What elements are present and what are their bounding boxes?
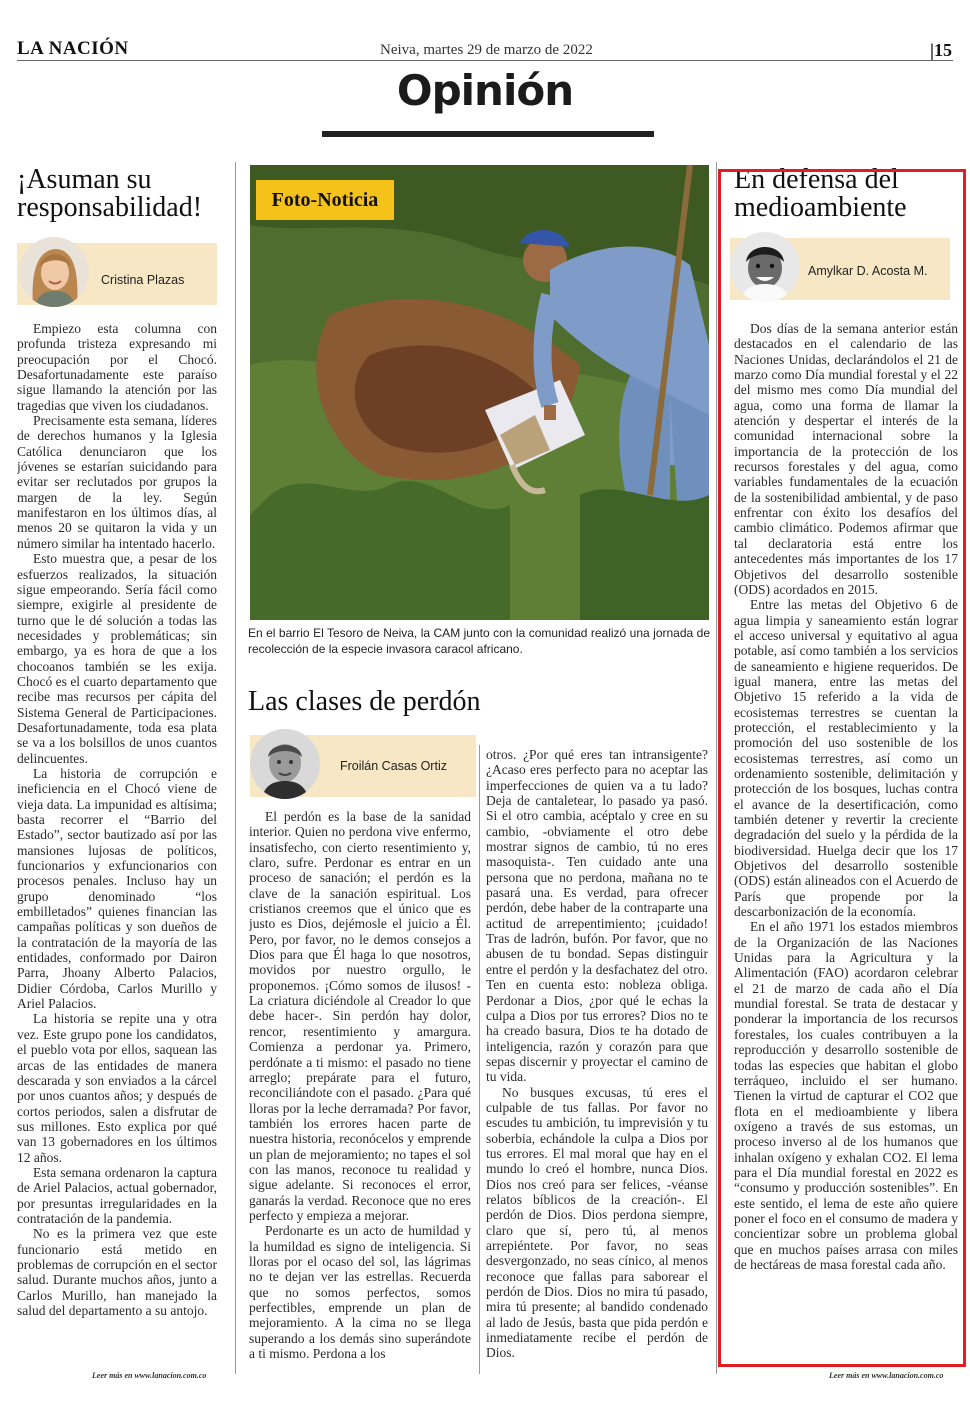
author-name-left: Cristina Plazas	[101, 273, 185, 287]
column-divider-center	[479, 745, 480, 1374]
paragraph: En el año 1971 los estados miembros de la Organización de las Naciones Unidas para la Agricultura y la Alimentación (FAO) acordaron celebrar el 21 de marzo de cada año el Día mundial forestal. Se trata de destacar y ponderar la importancia de los recursos forestales, los cuales contribuyen a la reproducción y desarrollo sostenible de todas las especies que habitan el globo terráqueo, incluido el ser humano. Tienen la virtud de capturar el CO2 que flota en el medioambiente y libera oxígeno a través de sus estomas, un proceso inverso al de los humanos que inhalan oxígeno y exhalan CO2. El lema para el Día mundial forestal en 2022 es “consumo y producción sostenibles”. En este sentido, el lema de este año quiere poner el foco en el consumo de madera y concientizar sobre un problema global que en muchos países arrasa con miles de hectáreas de masa forestal cada año.	[734, 919, 958, 1272]
paragraph: Perdonarte es un acto de humildad y la humildad es signo de inteligencia. Si lloras por el ocaso del sol, las lágrimas no te dejan ver las estrellas. Recuerda que no somos perfectos, somos perfectibles, emprende un plan de mejoramiento. A la cima no se llega superando a los demás sino superándote a ti mismo. Perdona a los	[249, 1223, 471, 1362]
photo-caption: En el barrio El Tesoro de Neiva, la CAM junto con la comunidad realizó una jornada de recolección de la especie invasora caracol africano.	[248, 626, 710, 656]
byline-center	[250, 735, 476, 797]
author-photo-icon	[250, 729, 320, 799]
byline-left	[17, 243, 217, 305]
paragraph: El perdón es la base de la sanidad interior. Quien no perdona vive enfermo, insatisfecho, con cierto resentimiento y, claro, sufre. Perdonar es entrar en un proceso de sanación; el perdón es la clave de la sanación espiritual. Los cristianos creemos que el único que es justo es Dios, dejémosle el juicio a Él. Pero, por favor, no le demos consejos a Dios para que Él haga lo que nosotros, movidos por nuestro orgullo, le proponemos. ¡Cómo somos de ilusos! -La criatura diciéndole al Creador lo que debe hacer-. Sin perdón hay dolor, rencor, resentimiento y amargura. Comienza a perdonar ya. Primero, perdónate a ti mismo: el pasado no tiene arreglo; prepárate para el futuro, reconciliándote con el pasado. ¿Para qué lloras por la leche derramada? Por favor, también los errores hacen parte de nuestra historia, reconócelos y emprende un plan de mejoramiento; no tapes el sol con las manos, reconoce tu realidad y sigue adelante. Si reconoces el error, ganarás la verdad. Reconoce que no eres perfecto y empieza a mejorar.	[249, 809, 471, 1223]
paragraph: Esto muestra que, a pesar de los esfuerzos realizados, la situación sigue empeorando. Sería fácil como siempre, exigirle al presidente de turno que le dé solución a todas las necesidades y problemáticas; sin embargo, ya es hora de que a los chocoanos también se les exija. Chocó es el cuarto departamento que recibe mas recursos per cápita del Sistema General de Participaciones. Desafortunadamente, toda esa plata se va a los bolsillos de unos cuantos delincuentes.	[17, 551, 217, 766]
author-avatar	[19, 237, 89, 307]
page-number: |15	[930, 40, 952, 60]
photo-news-tag: Foto-Noticia	[256, 180, 394, 220]
masthead-rule	[17, 60, 953, 61]
paragraph: Precisamente esta semana, líderes de derechos humanos y la Iglesia Católica denunciaron que los jóvenes se estarían suicidando para evitar ser reclutados por grupos la margen de la ley. Según manifestaron en los últimos días, al menos 20 se quitaron la vida y un número similar ha intentado hacerlo.	[17, 413, 217, 551]
section-title: Opinión	[396, 66, 574, 115]
section-underline	[322, 131, 654, 137]
photo-news-image	[250, 165, 709, 620]
issue-date: Neiva, martes 29 de marzo de 2022	[380, 42, 593, 58]
column-divider-right	[716, 162, 717, 1374]
paragraph: La historia se repite una y otra vez. Este grupo pone los candidatos, el pueblo vota por ellos, saquean las arcas de las entidades de manera descarada y son enviados a la cárcel por unos cuantos años; y después de cortos periodos, salen a disfrutar de sus millones. Esto explica por qué van 13 gobernadores en los últimos 12 años.	[17, 1011, 217, 1165]
worker-collecting-snails-photo	[250, 165, 709, 620]
article-headline-left: ¡Asuman su responsabilidad!	[17, 164, 203, 223]
article-headline-right: En defensa del medioambiente	[734, 164, 907, 223]
author-avatar	[250, 729, 320, 799]
column-divider-left	[235, 162, 236, 1374]
paragraph: Entre las metas del Objetivo 6 de agua limpia y saneamiento están lograr el acceso universal y equitativo al agua potable, así como también a los servicios de saneamiento e higiene requeridos. De igual manera, entre las metas del Objetivo 15 referido a la vida de ecosistemas terrestres se cuentan la protección, el restablecimiento y la promoción del uso sostenible de los ecosistemas terrestres, así como un ordenamiento sostenible, delimitación y protección de los bosques, luchas contra el avance de la desertificación, como también detener y revertir la creciente degradación del suelo y la pérdida de la biodiversidad. Huelga decir que los 17 Objetivos del desarrollo sostenible (ODS) están alineados con el Acuerdo de París que propende por la descarbonización de la economía.	[734, 597, 958, 920]
paragraph: No es la primera vez que este funcionario está metido en problemas de corrupción en el sector salud. Durante muchos años, junto a Carlos Murillo, han manejado la salud del departamento a su antojo.	[17, 1226, 217, 1318]
read-more-link-left[interactable]: Leer más en www.lanacion.com.co	[92, 1371, 207, 1380]
author-name-center: Froilán Casas Ortiz	[340, 759, 447, 773]
author-photo-icon	[19, 237, 89, 307]
article-body-left	[17, 321, 217, 1373]
article-body-center-col1	[249, 809, 471, 1375]
highlight-box	[718, 169, 966, 1367]
author-name-right: Amylkar D. Acosta M.	[808, 264, 928, 278]
read-more-link-right[interactable]: Leer más en www.lanacion.com.co	[829, 1371, 944, 1380]
article-body-center-col2	[486, 747, 708, 1375]
paragraph: Esta semana ordenaron la captura de Ariel Palacios, actual gobernador, por presuntas irregularidades en la contratación de la pandemia.	[17, 1164, 217, 1226]
paragraph: La historia de corrupción e ineficiencia en el Chocó viene de vieja data. La impunidad es altísima; basta recorrer el “Barrio del Estado”, sector bautizado así por las mansiones lujosas de políticos, funcionarios y exfuncionarios con procesos penales. Incluso hay un grupo denominado “los embilletados” quienes financian las campañas políticas y son dueños de la contratación de la mayoría de las entidades, conformado por Dairon Parra, Jhoany Alberto Palacios, Didier Córdoba, Carlos Murillo y Ariel Palacios.	[17, 765, 217, 1012]
newspaper-logo: LA NACIÓN	[17, 38, 129, 59]
paragraph: No busques excusas, tú eres el culpable de tus fallas. Por favor no escudes tu ambición, tu imprevisión y tu soberbia, echándole la culpa a Dios por tus errores. El mal moral que hay en el mundo lo creó el hombre, nunca Dios. Dios nos creó para ser felices, -véanse relatos bíblicos de la creación-. El perdón de Dios. Dios perdona siempre, claro que sí, pero tú, al menos arrepiéntete. Por favor, no seas desvergonzado, no seas cínico, al menos reconoce que fallas para saborear el perdón de Dios. Dios no mira tú pasado, mira tú presente; al bandido condenado al lado de Jesús, basta que pida perdón e inmediatamente recibe el perdón de Dios.	[486, 1084, 708, 1361]
article-headline-center: Las clases de perdón	[248, 686, 481, 717]
paragraph: otros. ¿Por qué eres tan intransigente? ¿Acaso eres perfecto para no aceptar las imperfecciones de quien va a tu lado? Deja de cantaletear, lo pasado ya pasó. Si el otro cambia, acéptalo y cree en su cambio, -obviamente el otro debe mostrar signos de cambio, tú no eres masoquista-. Ten cuidado ante una persona que no perdona, mañana no te pasará una. Es verdad, para ofrecer perdón, debe haber de la contraparte una actitud de arrepentimiento; ¡cuidado! Tras de ladrón, bufón. Por favor, que no abusen de tu bondad. Sepas distinguir entre el perdón y la desfachatez del otro. Ten en cuenta esto: nobleza obliga. Perdonar a Dios, ¿por qué le echas la culpa a Dios por tus errores? Dios no te ha creado basura, Dios te ha dotado de inteligencia, razón y corazón para que sepas discernir y proyectar el camino de tu vida.	[486, 747, 708, 1085]
paragraph: Empiezo esta columna con profunda tristeza expresando mi preocupación por el Chocó. Desafortunadamente este paraíso sigue llamando la atención por las tragedias que viven los ciudadanos.	[17, 321, 217, 413]
paragraph: Dos días de la semana anterior están destacados en el calendario de las Naciones Unidas, declarándolos el 21 de marzo como Día mundial forestal y el 22 del mismo mes como Día mundial del agua, como una forma de llamar la atención y despertar el interés de la comunidad internacional sobre la importancia de la protección de los recursos forestales y del agua, como variables fundamentales de la ecuación de la sostenibilidad ambiental, y de paso enfrentar con éxito los desafíos del cambio climático. Podemos afirmar que tal declaratoria está entre los antecedentes más importantes de los 17 Objetivos del desarrollo sostenible (ODS) acordados en 2015.	[734, 321, 958, 597]
